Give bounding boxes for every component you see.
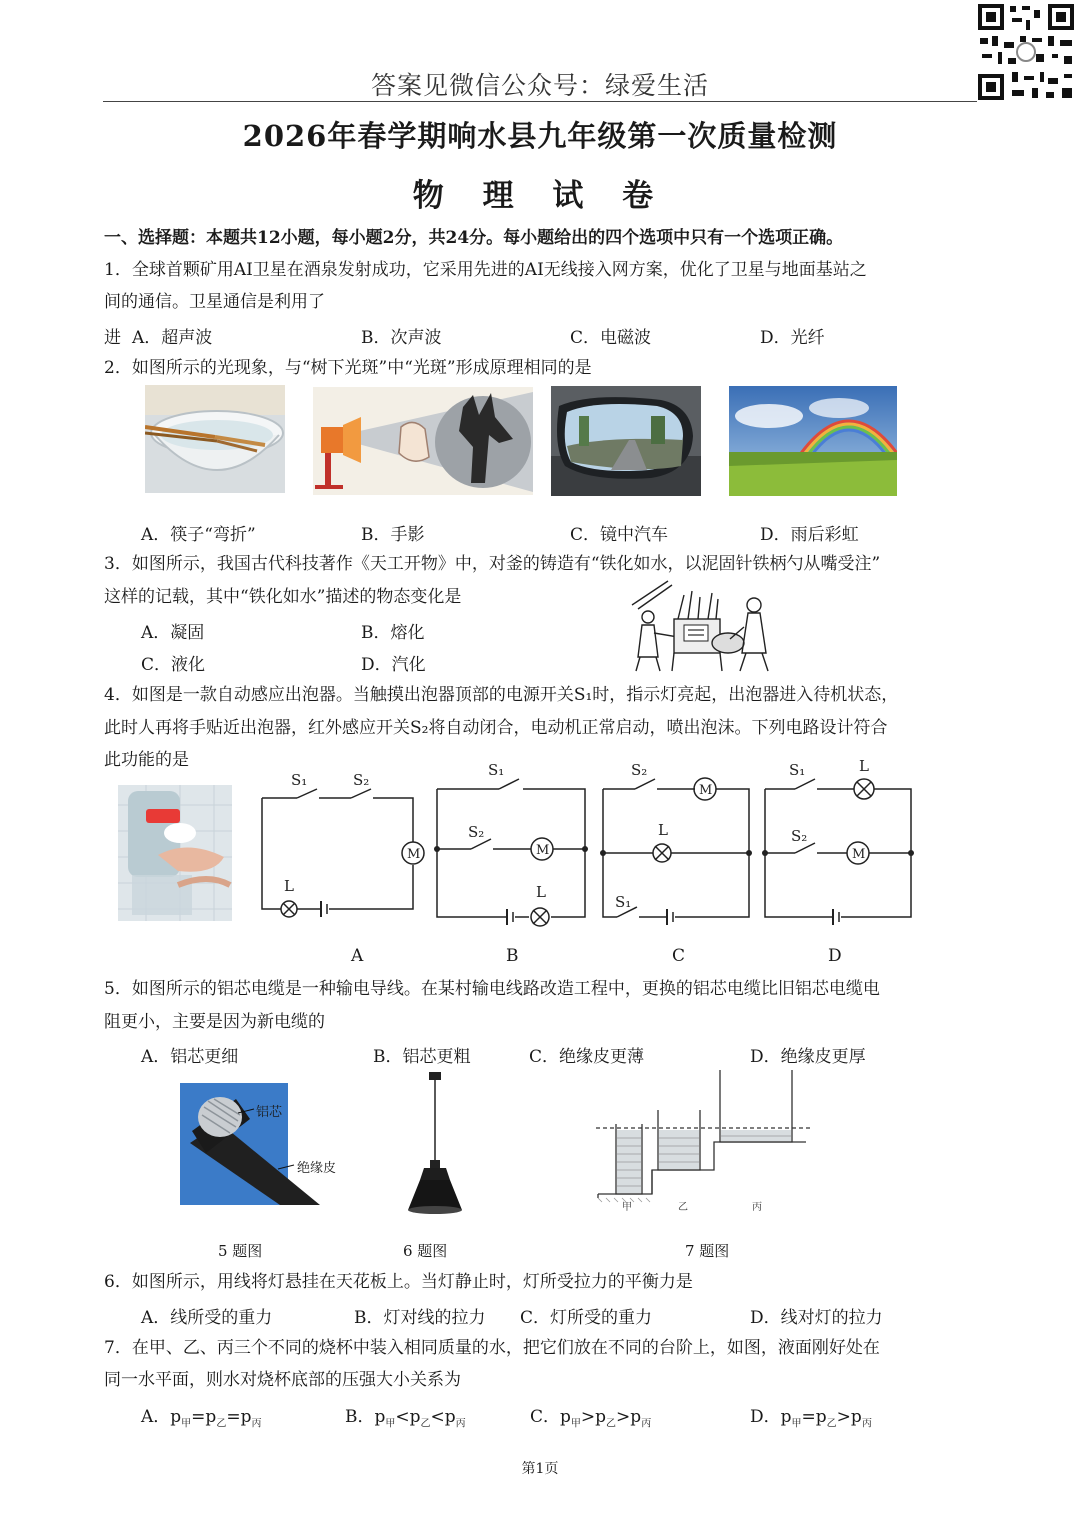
- q1-text: 1．全球首颗矿用AI卫星在酒泉发射成功，它采用先进的AI无线接入网方案，优化了卫星与地面基站之: [104, 260, 867, 280]
- b-motor-label: M: [536, 843, 550, 858]
- circuit-label-c: C: [672, 946, 686, 966]
- q5-option-a: A．铝芯更细: [141, 1047, 239, 1067]
- exam-title: 2026年春学期响水县九年级第一次质量检测: [242, 119, 838, 153]
- hand-shadow-photo: [313, 387, 533, 495]
- figure-caption-6: 6 题图: [403, 1242, 448, 1260]
- q1-option-c: C．电磁波: [570, 328, 652, 348]
- beaker-label-bing: 丙: [752, 1202, 762, 1213]
- q7-option-c: C．$p_甲>p_乙>p_丙$: [530, 1407, 652, 1430]
- q3-option-b: B．熔化: [361, 623, 425, 643]
- circuit-label-b: B: [506, 946, 519, 966]
- figure-caption-7: 7 题图: [685, 1242, 730, 1260]
- q5-option-c: C．绝缘皮更薄: [529, 1047, 645, 1067]
- q6-option-a: A．线所受的重力: [141, 1308, 273, 1328]
- q7-option-a: A．$p_甲=p_乙=p_丙$: [141, 1407, 262, 1430]
- c-lamp-label: L: [658, 821, 668, 839]
- q5-option-d: D．绝缘皮更厚: [750, 1047, 866, 1067]
- q3-option-a: A．凝固: [141, 623, 205, 643]
- b-s1-label: S₁: [488, 761, 505, 779]
- a-motor-label: M: [407, 847, 421, 862]
- q2-option-a: A．筷子“弯折”: [141, 525, 256, 545]
- q6-option-b: B．灯对线的拉力: [354, 1308, 486, 1328]
- q3-text: 3．如图所示，我国古代科技著作《天工开物》中，对釜的铸造有“铁化如水，以泥固针铁柄勺从嘴受注”: [104, 554, 881, 574]
- header-divider: [103, 101, 977, 102]
- d-motor-label: M: [852, 847, 866, 862]
- q5-text: 5．如图所示的铝芯电缆是一种输电导线。在某村输电线路改造工程中，更换的铝芯电缆比旧铝芯电缆电: [104, 979, 880, 999]
- b-lamp-label: L: [536, 883, 546, 901]
- d-s1-label: S₁: [789, 761, 806, 779]
- a-s1-label: S₁: [291, 771, 308, 789]
- q2-option-b: B．手影: [361, 525, 425, 545]
- page-number: 第1页: [521, 1461, 559, 1477]
- exam-subtitle: 物 理 试 卷: [412, 178, 668, 214]
- foam-dispenser-photo: [118, 785, 232, 921]
- q3-text-2: 这样的记载，其中“铁化如水”描述的物态变化是: [104, 587, 462, 607]
- q1-text-2: 间的通信。卫星通信是利用了: [104, 292, 325, 312]
- circuit-a: [262, 789, 424, 917]
- chopsticks-bowl-photo: [145, 385, 285, 493]
- q4-text-3: 此功能的是: [104, 750, 189, 770]
- q4-text-2: 此时人再将手贴近出泡器，红外感应开关S₂将自动闭合，电动机正常启动，喷出泡沫。下列电路设计符合: [104, 718, 888, 738]
- section-heading: 一、选择题：本题共12小题，每小题2分，共24分。每小题给出的四个选项中只有一个选项正确。: [104, 228, 844, 248]
- q7-option-b: B．$p_甲<p_乙<p_丙$: [345, 1407, 466, 1430]
- q3-option-c: C．液化: [141, 655, 206, 675]
- circuit-label-a: A: [351, 946, 364, 966]
- header-note: 答案见微信公众号：绿爱生活: [370, 71, 709, 100]
- q1-prefix: 进: [104, 328, 121, 348]
- q6-option-c: C．灯所受的重力: [520, 1308, 653, 1328]
- circuit-d: [765, 779, 911, 925]
- cable-core-label: 铝芯: [256, 1105, 283, 1120]
- figure-caption-5: 5 题图: [218, 1242, 263, 1260]
- q6-text: 6．如图所示，用线将灯悬挂在天花板上。当灯静止时，灯所受拉力的平衡力是: [104, 1272, 693, 1292]
- q7-option-d: D．$p_甲=p_乙>p_丙$: [750, 1407, 872, 1430]
- b-s2-label: S₂: [468, 823, 485, 841]
- q1-option-b: B．次声波: [361, 328, 442, 348]
- c-motor-label: M: [699, 783, 713, 798]
- pendant-lamp-photo: [400, 1070, 470, 1216]
- circuit-diagrams: [255, 755, 925, 945]
- a-lamp-label: L: [284, 877, 294, 895]
- car-mirror-photo: [551, 386, 701, 496]
- q7-text: 7．在甲、乙、丙三个不同的烧杯中装入相同质量的水，把它们放在不同的台阶上，如图，液面刚好处在: [104, 1338, 880, 1358]
- q6-option-d: D．线对灯的拉力: [750, 1308, 883, 1328]
- q2-text: 2．如图所示的光现象，与“树下光斑”中“光斑”形成原理相同的是: [104, 358, 592, 378]
- d-lamp-label: L: [859, 757, 869, 775]
- circuit-b: [437, 779, 585, 926]
- c-s2-label: S₂: [631, 761, 648, 779]
- ancient-casting-illustration: [628, 577, 780, 675]
- rainbow-photo: [729, 386, 897, 496]
- a-s2-label: S₂: [353, 771, 370, 789]
- q2-option-c: C．镜中汽车: [570, 525, 669, 545]
- q1-option-a: A．超声波: [132, 328, 213, 348]
- beaker-label-yi: 乙: [678, 1202, 688, 1213]
- q5-option-b: B．铝芯更粗: [373, 1047, 471, 1067]
- q2-option-d: D．雨后彩虹: [760, 525, 859, 545]
- beaker-label-jia: 甲: [622, 1202, 632, 1213]
- q5-text-2: 阻更小，主要是因为新电缆的: [104, 1012, 325, 1032]
- circuit-label-d: D: [828, 946, 842, 966]
- beakers-figure: [596, 1068, 810, 1218]
- d-s2-label: S₂: [791, 827, 808, 845]
- q7-text-2: 同一水平面，则水对烧杯底部的压强大小关系为: [104, 1370, 461, 1390]
- q1-option-d: D．光纤: [760, 328, 825, 348]
- q4-text: 4．如图是一款自动感应出泡器。当触摸出泡器顶部的电源开关S₁时，指示灯亮起，出泡器进入待机状态，: [104, 685, 899, 705]
- c-s1-label: S₁: [615, 893, 632, 911]
- q3-option-d: D．汽化: [361, 655, 426, 675]
- cable-skin-label: 绝缘皮: [297, 1161, 337, 1176]
